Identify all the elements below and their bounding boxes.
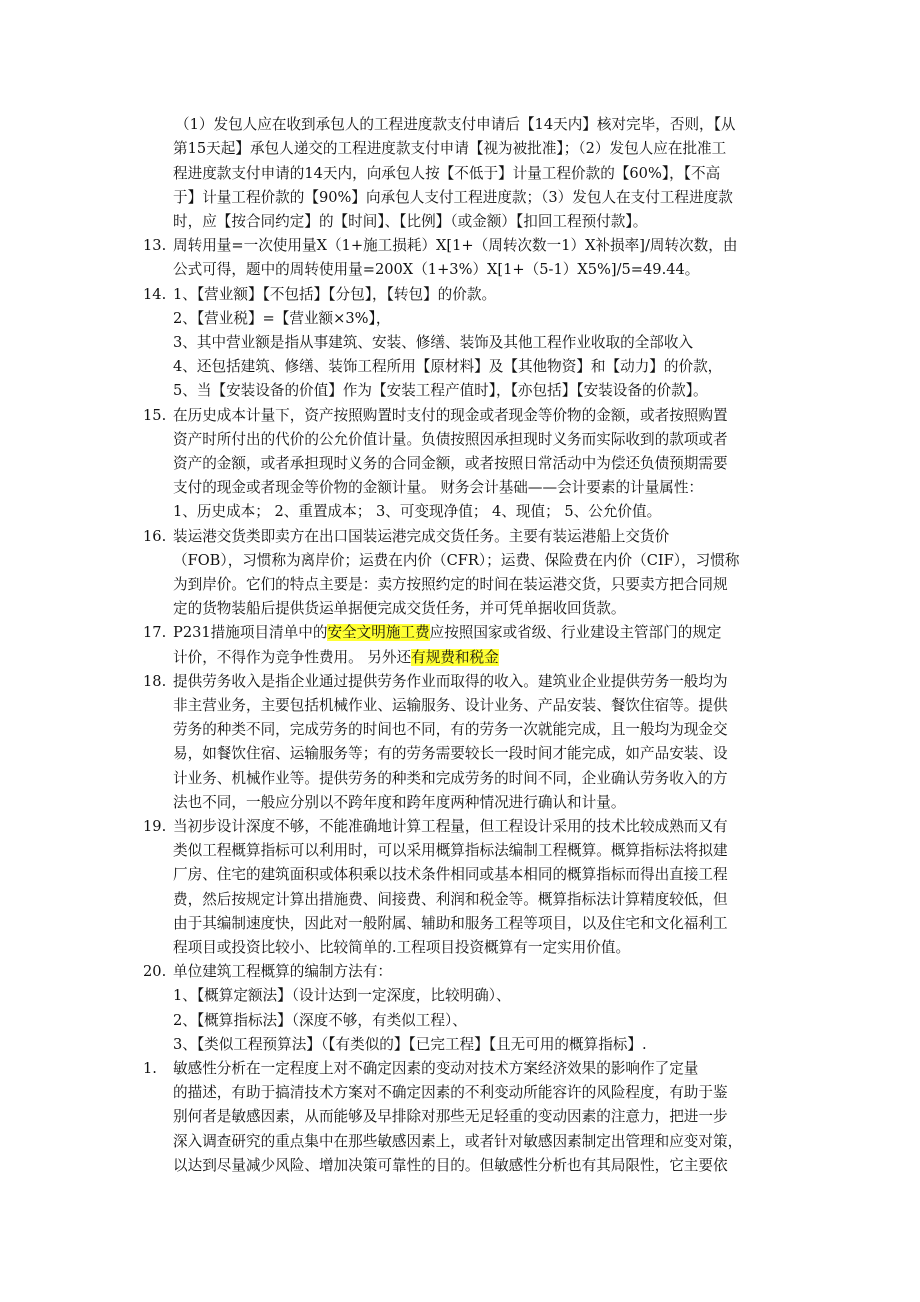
text-line [0, 1105, 920, 1129]
text-line [0, 742, 920, 766]
line-text: 2、【营业税】=【营业额×3%】， [173, 310, 391, 327]
item-number: 20. [143, 963, 167, 980]
line-text: 1、【营业额】【不包括】【分包】，【转包】的价款。 [173, 286, 497, 303]
line-text: 费，然后按规定计算出措施费、间接费、利润和税金等。概算指标法计算精度较低，但 [173, 891, 728, 908]
text-line [0, 234, 920, 258]
text-line [0, 500, 920, 524]
item-number: 17. [143, 624, 167, 641]
line-text: 装运港交货类即卖方在出口国装运港完成交货任务。主要有装运港船上交货价 [173, 528, 670, 545]
line-text [173, 646, 499, 670]
line-text: 类似工程概算指标可以利用时，可以采用概算指标法编制工程概算。概算指标法将拟建 [173, 842, 728, 859]
line-text: 公式可得，题中的周转使用量=200X（1+3%）X[1+（5-1）X5%]/5=49.44。 [173, 261, 700, 278]
line-text: 深入调查研究的重点集中在那些敏感因素上，或者针对敏感因素制定出管理和应变对策， [173, 1133, 743, 1150]
line-text: 1、历史成本； 2、重置成本； 3、可变现净值； 4、现值； 5、公允价值。 [173, 503, 662, 520]
line-text: 单位建筑工程概算的编制方法有： [173, 963, 392, 980]
text-line [0, 331, 920, 355]
line-text: 法也不同，一般应分别以不跨年度和跨年度两种情况进行确认和计量。 [173, 794, 626, 811]
text-line [0, 1081, 920, 1105]
text-line [0, 1009, 920, 1033]
text-segment: 应按照国家或省级、行业建设主管部门的规定 [429, 624, 722, 641]
text-line [0, 573, 920, 597]
line-text: 定的货物装船后提供货运单据便完成交货任务，并可凭单据收回货款。 [173, 600, 626, 617]
line-text: （1）发包人应在收到承包人的工程进度款支付申请后【14天内】核对完毕，否则，【从 [175, 116, 736, 133]
text-line [0, 210, 920, 234]
line-text: 以达到尽量减少风险、增加决策可靠性的目的。但敏感性分析也有其局限性，它主要依 [173, 1157, 728, 1174]
text-line [0, 839, 920, 863]
text-line [0, 791, 920, 815]
text-line [0, 621, 920, 645]
line-text: 4、还包括建筑、修缮、装饰工程所用【原材料】及【其他物资】和【动力】的价款， [173, 358, 723, 375]
text-line [0, 113, 920, 137]
text-line [0, 137, 920, 161]
text-line [0, 670, 920, 694]
text-line [0, 1154, 920, 1178]
text-line [0, 984, 920, 1008]
text-line [0, 815, 920, 839]
text-line [0, 888, 920, 912]
text-line [0, 549, 920, 573]
line-text: 3、其中营业额是指从事建筑、安装、修缮、装饰及其他工程作业收取的全部收入 [173, 334, 694, 351]
text-line [0, 404, 920, 428]
highlighted-text: 有规费和税金 [411, 649, 499, 666]
text-line [0, 767, 920, 791]
text-line [0, 1057, 920, 1081]
text-line [0, 355, 920, 379]
text-line [0, 1033, 920, 1057]
line-text: 支付的现金或者现金等价物的金额计量。 财务会计基础——会计要素的计量属性： [173, 479, 704, 496]
item-number: 15. [143, 407, 167, 424]
item-number: 16. [143, 528, 167, 545]
line-text: 劳务的种类不同，完成劳务的时间也不同，有的劳务一次就能完成，且一般均为现金交 [173, 721, 728, 738]
text-line [0, 694, 920, 718]
line-text: 1、【概算定额法】（设计达到一定深度，比较明确）、 [173, 987, 511, 1004]
text-line [0, 646, 920, 670]
line-text: 于】计量工程价款的【90%】向承包人支付工程进度款；（3）发包人在支付工程进度款 [173, 189, 733, 206]
item-number: 14. [143, 286, 167, 303]
line-text: 由于其编制速度快，因此对一般附属、辅助和服务工程等项目，以及住宅和文化福利工 [173, 915, 728, 932]
item-number: 1. [143, 1060, 157, 1077]
text-line [0, 258, 920, 282]
text-line [0, 597, 920, 621]
text-line [0, 936, 920, 960]
line-text: 资产时所付出的代价的公允价值计量。负债按照因承担现时义务而实际收到的款项或者 [173, 431, 728, 448]
line-text: 3、【类似工程预算法】（【有类似的】【已完工程】【且无可用的概算指标】. [173, 1036, 647, 1053]
text-line [0, 307, 920, 331]
line-text: 当初步设计深度不够，不能准确地计算工程量，但工程设计采用的技术比较成熟而又有 [173, 818, 728, 835]
text-line [0, 476, 920, 500]
text-line [0, 525, 920, 549]
highlighted-text: 安全文明施工费 [327, 624, 430, 641]
text-line [0, 1130, 920, 1154]
line-text: 第15天起】承包人递交的工程进度款支付申请【视为被批准】；（2）发包人应在批准工 [173, 140, 727, 157]
line-text: 别何者是敏感因素，从而能够及早排除对那些无足轻重的变动因素的注意力，把进一步 [173, 1108, 728, 1125]
line-text: 程进度款支付申请的14天内，向承包人按【不低于】计量工程价款的【60%】，【不高 [173, 165, 721, 182]
text-line [0, 960, 920, 984]
line-text: 易，如餐饮住宿、运输服务等；有的劳务需要较长一段时间才能完成，如产品安装、设 [173, 745, 728, 762]
line-text: 2、【概算指标法】（深度不够，有类似工程）、 [173, 1012, 467, 1029]
text-line [0, 452, 920, 476]
text-line [0, 863, 920, 887]
line-text: （FOB），习惯称为离岸价；运费在内价（CFR）；运费、保险费在内价（CIF），习惯称 [173, 552, 740, 569]
line-text: 资产的金额，或者承担现时义务的合同金额，或者按照日常活动中为偿还负债预期需要 [173, 455, 728, 472]
text-line [0, 428, 920, 452]
item-number: 19. [143, 818, 167, 835]
line-text: 计业务、机械作业等。提供劳务的种类和完成劳务的时间不同，企业确认劳务收入的方 [173, 770, 728, 787]
text-line [0, 718, 920, 742]
text-line [0, 186, 920, 210]
text-line [0, 379, 920, 403]
text-segment: 计价，不得作为竞争性费用。 另外还 [173, 649, 412, 666]
line-text: 在历史成本计量下，资产按照购置时支付的现金或者现金等价物的金额，或者按照购置 [173, 407, 728, 424]
text-segment: P231措施项目清单中的 [173, 624, 328, 641]
line-text: 5、当【安装设备的价值】作为【安装工程产值时】，【亦包括】【安装设备的价款】。 [173, 382, 708, 399]
line-text: 非主营业务，主要包括机械作业、运输服务、设计业务、产品安装、餐饮住宿等。提供 [173, 697, 728, 714]
line-text: 厂房、住宅的建筑面积或体积乘以技术条件相同或基本相同的概算指标而得出直接工程 [173, 866, 728, 883]
text-line [0, 283, 920, 307]
line-text: 周转用量=一次使用量X（1+施工损耗）X[1+（周转次数一1）X补损率]/周转次数，由 [173, 237, 738, 254]
text-line [0, 912, 920, 936]
line-text: 程项目或投资比较小、比较简单的.工程项目投资概算有一定实用价值。 [173, 939, 631, 956]
item-number: 13. [143, 237, 167, 254]
line-text: 敏感性分析在一定程度上对不确定因素的变动对技术方案经济效果的影响作了定量 [173, 1060, 699, 1077]
line-text: 时，应【按合同约定】的【时间】、【比例】（或金额）【扣回工程预付款】。 [173, 213, 648, 230]
line-text: 的描述，有助于搞清技术方案对不确定因素的不利变动所能容许的风险程度，有助于鉴 [173, 1084, 728, 1101]
item-number: 18. [143, 673, 167, 690]
line-text: 提供劳务收入是指企业通过提供劳务作业而取得的收入。建筑业企业提供劳务一般均为 [173, 673, 728, 690]
line-text [173, 621, 722, 645]
text-line [0, 162, 920, 186]
line-text: 为到岸价。它们的特点主要是：卖方按照约定的时间在装运港交货，只要卖方把合同规 [173, 576, 728, 593]
